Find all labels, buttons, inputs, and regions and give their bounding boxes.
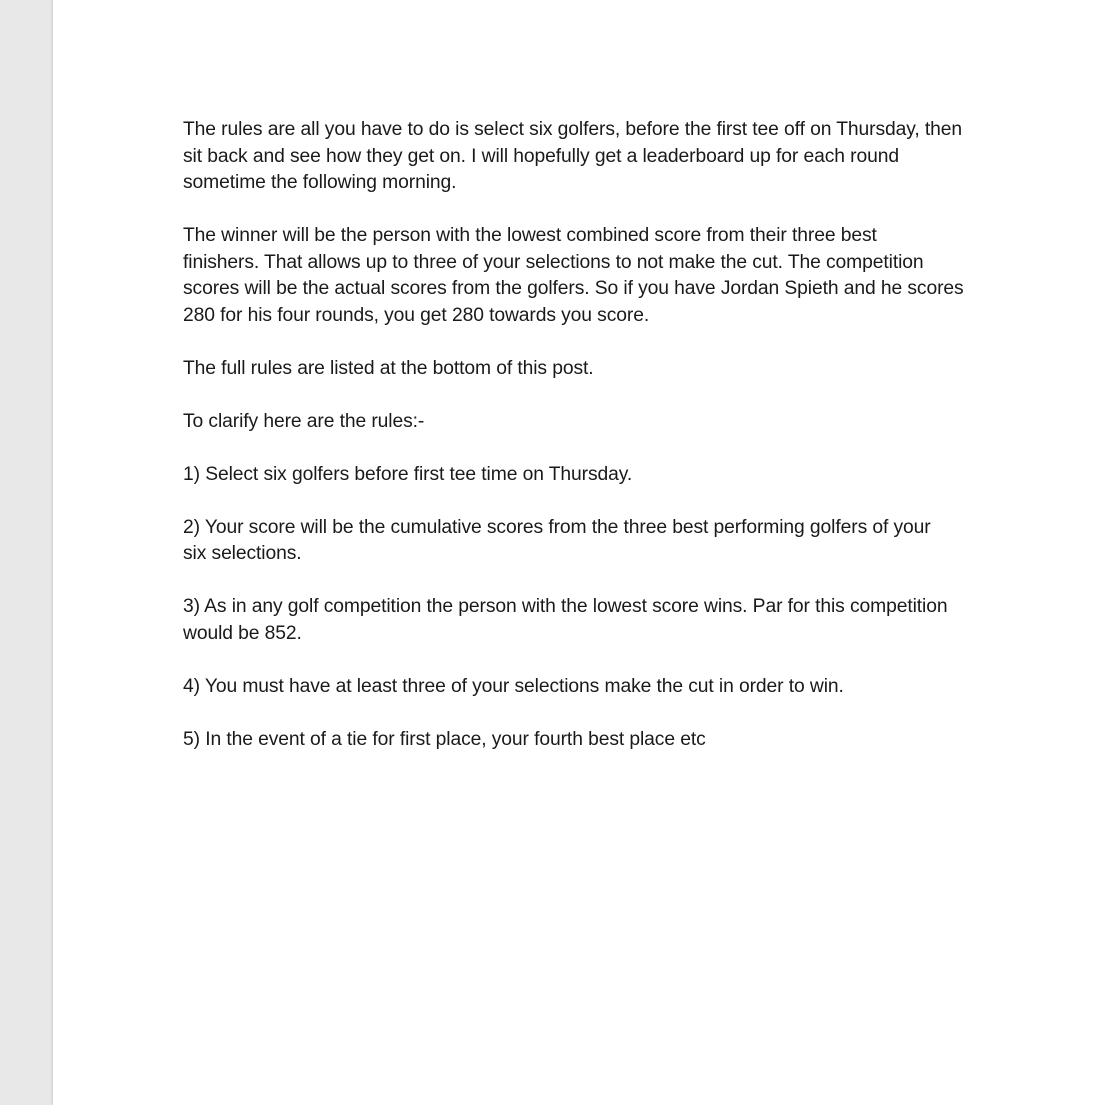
text-line: 5) In the event of a tie for first place, your fourth best place etc [183,728,706,750]
text-line: sometime the following morning. [183,172,457,193]
rule-item-1 [183,462,1053,489]
text-line: finishers. That allows up to three of your selections to not make the cut. The competition [183,251,924,273]
text-line: six selections. [183,543,302,564]
text-line: 1) Select six golfers before first tee time on Thursday. [183,463,633,485]
paragraph-intro [183,117,1053,197]
rule-item-5 [183,727,1053,754]
text-line: The full rules are listed at the bottom of this post. [183,357,594,379]
paragraph-full-rules-note [183,356,1053,383]
rule-item-2 [183,515,1053,568]
document-page[interactable] [53,0,1116,1105]
text-line: The rules are all you have to do is select six golfers, before the first tee off on Thursday, then [183,119,963,140]
text-line: sit back and see how they get on. I will hopefully get a leaderboard up for each round [183,145,899,167]
document-body [183,117,1053,780]
paragraph-clarify-heading [183,409,1053,436]
text-line: 4) You must have at least three of your selections make the cut in order to win. [183,675,844,697]
text-line: would be 852. [183,622,302,644]
workspace-margin [0,0,53,1105]
text-line: 280 for his four rounds, you get 280 towards you score. [183,304,650,326]
text-line: To clarify here are the rules:- [183,410,425,432]
paragraph-winner [183,223,1053,329]
text-line: 3) As in any golf competition the person with the lowest score wins. Par for this competition [183,596,948,617]
text-line: 2) Your score will be the cumulative scores from the three best performing golfers of your [183,516,931,538]
rule-item-3 [183,594,1053,647]
text-line: The winner will be the person with the lowest combined score from their three best [183,225,877,246]
rule-item-4 [183,674,1053,701]
text-line: scores will be the actual scores from the golfers. So if you have Jordan Spieth and he scores [183,278,964,299]
